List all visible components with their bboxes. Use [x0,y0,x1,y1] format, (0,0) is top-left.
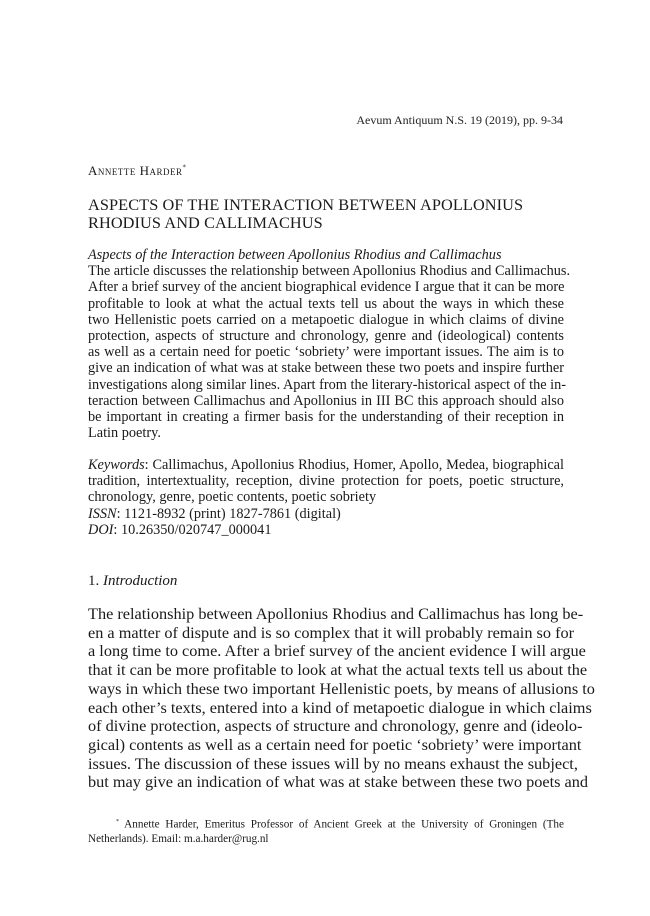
body-line: en a matter of dispute and is so complex that it will probably remain so for [88,622,575,642]
body-line: gical) contents as well as a certain need for poetic ‘sobriety’ were important [88,734,582,754]
author-name [88,163,187,179]
author-footnote-mark: * [182,163,187,172]
running-header: Aevum Antiquum N.S. 19 (2019), pp. 9-34 [356,113,563,127]
footnote [88,815,564,847]
keywords-line: tradition, intertextuality, reception, divine protection for poets, poetic structure, [88,473,564,490]
body-line: issues. The discussion of these issues will by no means exhaust the subject, [88,753,578,773]
keywords-block [88,457,564,538]
abstract-line: be important in creating a firmer basis for the understanding of their reception in [88,409,564,426]
abstract-line: The article discusses the relationship between Apollonius Rhodius and Callimachus. [88,263,571,280]
keywords-label: Keywords [88,457,145,473]
abstract-line: two Hellenistic poets carried on a metapoetic dialogue in which claims of divine [88,311,564,328]
abstract-line: as well as a certain need for poetic ‘sobriety’ were important issues. The aim is to [88,344,564,361]
footnote-line: * Annette Harder, Emeritus Professor of Ancient Greek at the University of Groningen (The [116,818,564,831]
footnote-line: Netherlands). Email: m.a.harder@rug.nl [88,833,269,846]
section-heading [88,572,177,590]
body-line: ways in which these two important Hellenistic poets, by means of allusions to [88,678,595,698]
doi-label: DOI [88,521,114,538]
author-name-text: Annette Harder [88,163,183,178]
keywords-line: Keywords: Callimachus, Apollonius Rhodius, Homer, Apollo, Medea, biographical [88,457,564,473]
body-text [88,604,595,792]
abstract-line: After a brief survey of the ancient biographical evidence I argue that it can be more [88,279,565,296]
body-line: of divine protection, aspects of structure and chronology, genre and (ideolo- [88,716,583,736]
footnote-mark: * [116,819,119,825]
article-title [88,196,558,232]
abstract-line: protection, aspects of structure and chronology, genre and (ideological) contents [88,328,564,345]
title-line: ASPECTS OF THE INTERACTION BETWEEN APOLLONIUS [88,195,524,214]
body-line: but may give an indication of what was at stake between these two poets and [88,772,589,792]
body-line: a long time to come. After a brief survey of the ancient evidence I will argue [88,641,586,661]
issn-line: ISSN: 1121-8932 (print) 1827-7861 (digital) [88,505,341,522]
body-line: The relationship between Apollonius Rhodius and Callimachus has long be- [88,604,584,623]
abstract-line: investigations along similar lines. Apart from the literary-historical aspect of the in- [88,376,567,393]
abstract [88,247,571,442]
abstract-line: Latin poetry. [88,425,161,442]
issn-label: ISSN [88,505,117,522]
abstract-line: teraction between Callimachus and Apollonius in III BC this approach should also [88,392,564,409]
body-line: each other’s texts, entered into a kind of metapoetic dialogue in which claims [88,697,592,717]
section-title: Introduction [103,573,178,589]
doi-line: DOI: 10.26350/020747_000041 [88,521,272,538]
abstract-line: profitable to look at what the actual texts tell us about the ways in which these [88,295,564,312]
abstract-line: give an indication of what was at stake between these two poets and inspire further [88,360,564,377]
title-line: RHODIUS AND CALLIMACHUS [88,213,323,232]
section-number: 1. [88,573,103,589]
abstract-heading: Aspects of the Interaction between Apollonius Rhodius and Callimachus [88,247,502,263]
keywords-line: chronology, genre, poetic contents, poetic sobriety [88,489,377,506]
body-line: that it can be more profitable to look at what the actual texts tell us about the [88,660,588,680]
